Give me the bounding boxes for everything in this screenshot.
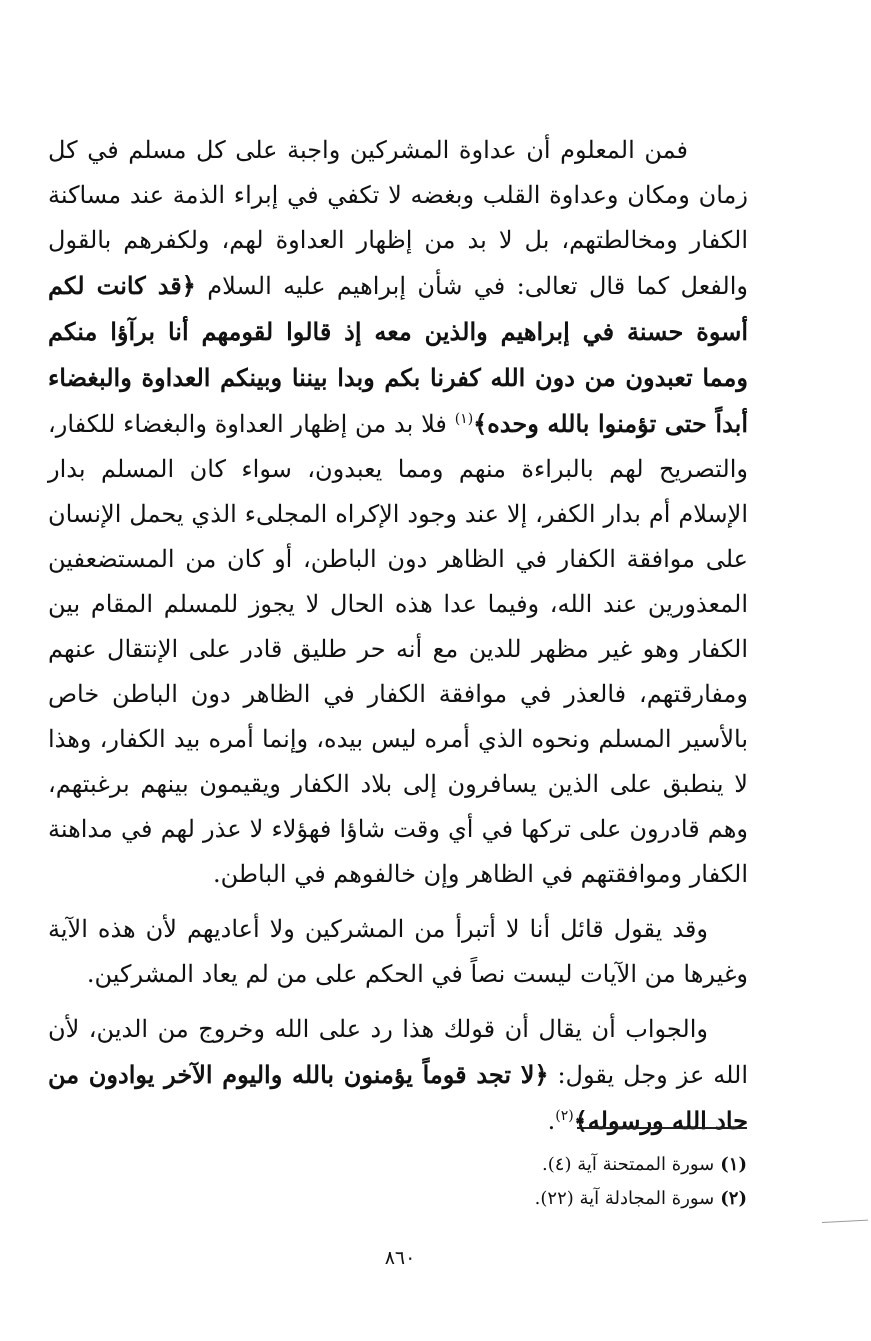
footnote-reference[interactable]: (٢) [555, 1108, 574, 1124]
footnote-number: (٢) [720, 1188, 747, 1209]
footnote-number: (١) [720, 1154, 747, 1175]
page-number: ٨٦٠ [384, 1247, 416, 1269]
footnote-text: سورة الممتحنة آية (٤). [542, 1154, 715, 1175]
quran-verse: ﴿قد كانت لكم أسوة حسنة في إبراهيم والذين معه إذ قالوا لقومهم أنا برآؤا منكم ومما تعبدون من دون الله كفرنا بكم وبدا بيننا وبينكم العداوة والبغضاء أبداً حتى تؤمنوا بالله وحده﴾ [48, 271, 749, 438]
scan-artifact-line [822, 1220, 868, 1223]
main-text [48, 128, 748, 1144]
footnote-item [400, 1182, 747, 1216]
text-segment: والجواب أن يقال أن قولك هذا رد على الله وخروج من الدين، لأن الله عز وجل يقول: [48, 1015, 749, 1089]
footnote-text: سورة المجادلة آية (٢٢). [534, 1188, 715, 1209]
quran-verse: ﴿لا تجد قوماً يؤمنون بالله واليوم الآخر يوادون من حاد الله ورسوله﴾ [48, 1060, 748, 1135]
text-segment: فلا بد من إظهار العداوة والبغضاء للكفار، والتصريح لهم بالبراءة منهم ومما يعبدون، سواء كان المسلم بدار الإسلام أم بدار الكفر، إلا عند وجود الإكراه المجلىء الذي يحمل الإنسان على موافقة الكفار في الظاهر دون الباطن، أو كان من المستضعفين المعذورين عند الله، وفيما عدا هذه الحال لا يجوز للمسلم المقام بين الكفار وهو غير مظهر للدين مع أنه حر طليق قادر على الإنتقال عنهم ومفارقتهم، فالعذر في موافقة الكفار في الظاهر دون الباطن خاص بالأسير المسلم ونحوه الذي أمره ليس بيده، وإنما أمره بيد الكفار، وهذا لا ينطبق على الذين يسافرون إلى بلاد الكفار ويقيمون بينهم برغبتهم، وهم قادرون على تركها في أي وقت شاؤا فهؤلاء لا عذر لهم في مداهنة الكفار وموافقتهم في الظاهر وإن خالفوهم في الباطن. [48, 410, 748, 888]
text-segment: وقد يقول قائل أنا لا أتبرأ من المشركين ولا أعاديهم لأن هذه الآية وغيرها من الآيات ليست نصاً في الحكم على من لم يعاد المشركين. [48, 915, 748, 988]
paragraph-1 [48, 128, 748, 897]
footnote-divider [577, 1127, 747, 1129]
footnote-item [400, 1148, 747, 1182]
footnotes [400, 1148, 747, 1216]
text-segment: . [547, 1107, 556, 1135]
footnote-reference[interactable]: (١) [454, 411, 474, 427]
text-segment: فمن المعلوم أن عداوة المشركين واجبة على كل مسلم في كل زمان ومكان وعداوة القلب وبغضه لا تكفي في إبراء الذمة عند مساكنة الكفار ومخالطتهم، بل لا بد من إظهار العداوة لهم، ولكفرهم بالقول والفعل كما قال تعالى: في شأن إبراهيم عليه السلام [48, 136, 748, 300]
paragraph-3 [48, 1007, 748, 1144]
paragraph-2 [48, 907, 748, 997]
